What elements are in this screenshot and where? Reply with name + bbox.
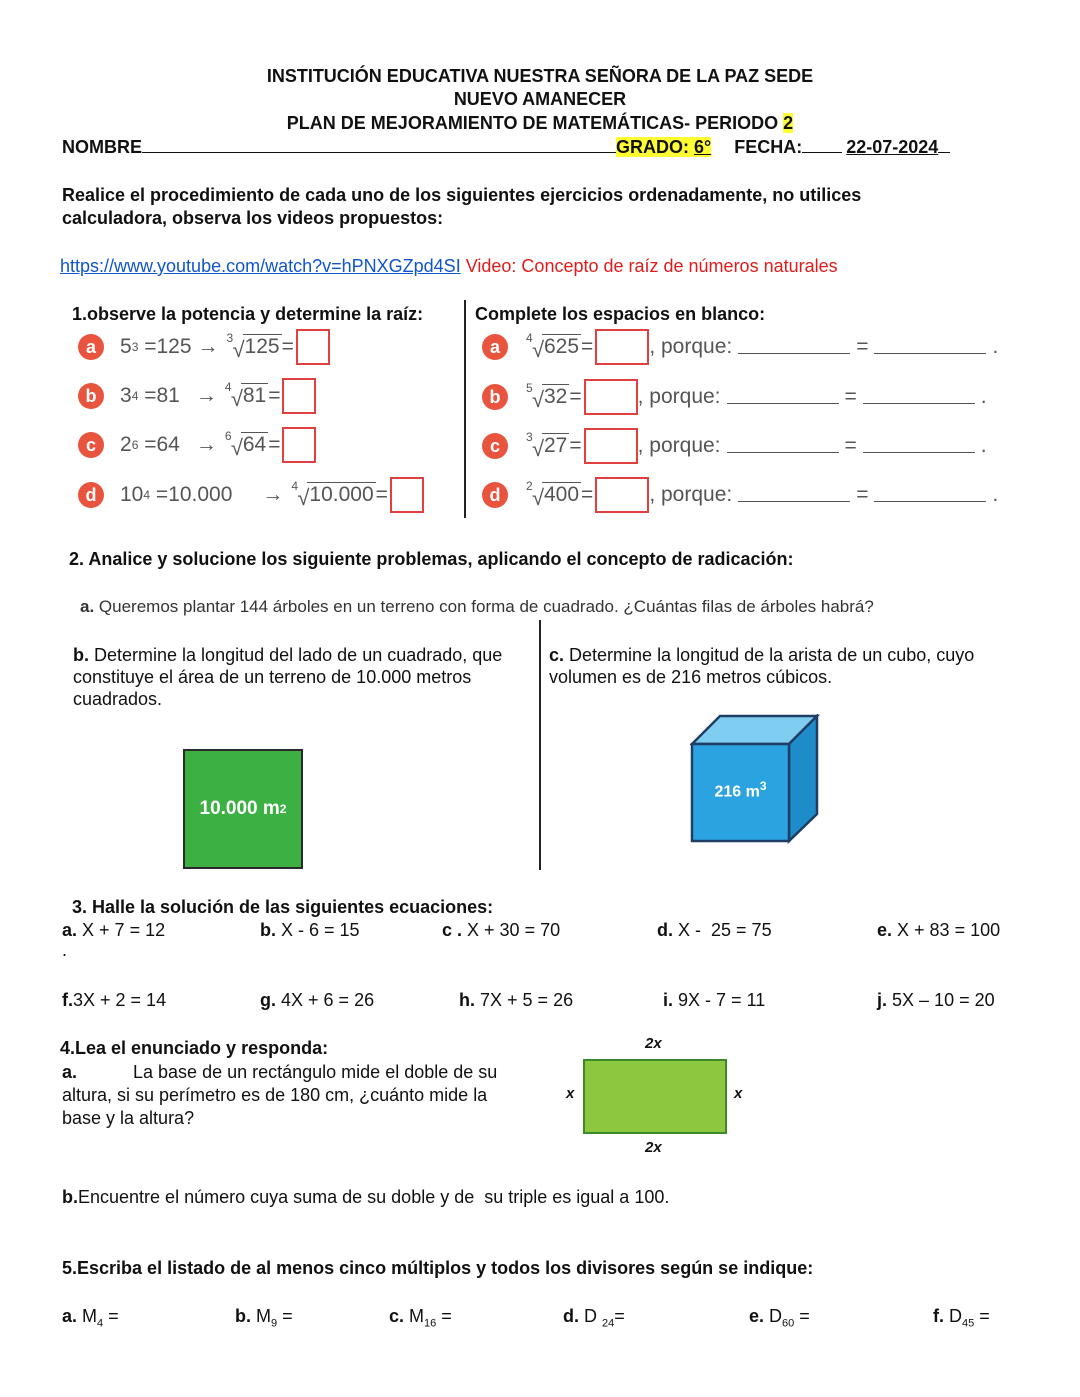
set-symbol: M xyxy=(256,1306,272,1326)
root-index: 3 xyxy=(226,331,234,345)
square-figure xyxy=(183,749,303,869)
set-letter: b. xyxy=(235,1306,251,1326)
root-index: 4 xyxy=(291,479,299,493)
school-name: INSTITUCIÓN EDUCATIVA NUESTRA SEÑORA DE LA PAZ SEDE xyxy=(266,66,814,86)
set-letter: e. xyxy=(749,1306,765,1326)
equation-j xyxy=(877,990,995,1011)
equation-d xyxy=(657,920,772,941)
square-area-exp: 2 xyxy=(279,802,287,816)
set-sub: 60 xyxy=(782,1317,795,1330)
equation-text: X + 83 = 100 xyxy=(897,920,1001,940)
problem-c-letter: c. xyxy=(549,645,565,665)
answer-box[interactable] xyxy=(282,427,316,463)
square-area-label: 10.000 m xyxy=(199,798,280,819)
power-result: 64 xyxy=(156,433,180,456)
equation-f xyxy=(62,990,166,1011)
because-label: , porque: xyxy=(637,434,721,457)
badge-d: d xyxy=(482,482,508,508)
set-eq: = xyxy=(799,1306,810,1326)
answer-box[interactable] xyxy=(595,329,649,365)
answer-box[interactable] xyxy=(584,428,638,464)
section5-title: 5.Escriba el listado de al menos cinco múltiplos y todos los divisores según se indique: xyxy=(62,1258,814,1278)
root-row-a: a 4 √ 625 = , porque: = . xyxy=(482,327,998,367)
root-radicand: 125 xyxy=(244,335,280,358)
set-item-c xyxy=(389,1306,452,1330)
set-item-a xyxy=(62,1306,119,1330)
root-index: 4 xyxy=(526,331,533,345)
power-exp: 4 xyxy=(131,389,139,403)
root-radicand: 625 xyxy=(544,335,580,358)
set-eq: = xyxy=(979,1306,990,1326)
problem-c-text: Determine la longitud de la arista de un cubo, cuyo volumen es de 216 metros cúbicos. xyxy=(549,645,975,687)
problem-4a-text: La base de un rectángulo mide el doble de su altura, si su perímetro es de 180 cm, ¿cuánto mide la base y la altura? xyxy=(62,1062,498,1128)
section3-title: 3. Halle la solución de las siguientes ecuaciones: xyxy=(72,897,494,917)
equals-sign: = xyxy=(844,385,857,408)
set-sub: 24 xyxy=(602,1317,615,1330)
equation-letter: e. xyxy=(877,920,893,940)
root-radicand: 10.000 xyxy=(309,483,374,506)
badge-a: a xyxy=(482,334,508,360)
set-eq: = xyxy=(614,1306,625,1326)
equation-letter: g. xyxy=(260,990,276,1010)
equation-text: X + 7 = 12 xyxy=(82,920,166,940)
problem-4a-letter: a. xyxy=(62,1062,78,1082)
rect-right-label: x xyxy=(734,1085,743,1102)
set-item-d xyxy=(563,1306,625,1330)
instructions: Realice el procedimiento de cada uno de los siguientes ejercicios ordenadamente, no utilices calculadora, observa los videos propuestos: xyxy=(62,185,862,228)
equation-b xyxy=(260,920,360,941)
rectangle-figure xyxy=(583,1059,727,1134)
root-index: 4 xyxy=(224,380,232,394)
cube-volume-exp: 3 xyxy=(759,779,767,793)
set-item-e xyxy=(749,1306,810,1330)
plan-title-text: PLAN DE MEJORAMIENTO DE MATEMÁTICAS- PERIODO xyxy=(286,113,779,133)
set-sub: 9 xyxy=(271,1317,278,1330)
set-sub: 45 xyxy=(962,1317,975,1330)
root-index: 6 xyxy=(224,429,232,443)
student-info-row xyxy=(62,137,992,158)
set-eq: = xyxy=(441,1306,452,1326)
set-eq: = xyxy=(282,1306,293,1326)
power-base: 10 xyxy=(120,483,144,506)
date-label: FECHA: xyxy=(734,137,803,157)
set-item-f xyxy=(933,1306,990,1330)
set-symbol: M xyxy=(409,1306,425,1326)
set-symbol: D xyxy=(584,1306,598,1326)
power-exp: 6 xyxy=(131,438,139,452)
equation-letter: b. xyxy=(260,920,276,940)
power-exp: 3 xyxy=(131,340,139,354)
equation-c xyxy=(442,920,560,941)
equation-letter: c . xyxy=(442,920,463,940)
problem-c xyxy=(549,644,979,688)
root-index: 2 xyxy=(526,479,533,493)
stray-dot: . xyxy=(62,940,68,960)
answer-box[interactable] xyxy=(282,378,316,414)
arrow-icon: → xyxy=(197,335,219,358)
because-label: , porque: xyxy=(649,335,733,358)
plan-title xyxy=(0,113,1080,134)
problem-4b-letter: b. xyxy=(62,1187,78,1207)
set-letter: a. xyxy=(62,1306,78,1326)
set-eq: = xyxy=(108,1306,119,1326)
root-radicand: 81 xyxy=(242,384,267,407)
answer-box[interactable] xyxy=(296,329,330,365)
arrow-icon: → xyxy=(195,433,217,456)
cube-volume-text: 216 m xyxy=(714,783,760,801)
set-symbol: D xyxy=(769,1306,783,1326)
badge-b: b xyxy=(78,383,104,409)
because-label: , porque: xyxy=(649,483,733,506)
set-sub: 4 xyxy=(97,1317,104,1330)
power-result: 10.000 xyxy=(168,483,233,506)
section2-divider xyxy=(539,620,541,870)
equation-g xyxy=(260,990,374,1011)
problem-a-letter: a. xyxy=(80,597,95,616)
equation-letter: a. xyxy=(62,920,78,940)
root-expr: 4 √ 625 xyxy=(526,331,580,362)
problem-b xyxy=(73,644,513,710)
equation-text: X + 30 = 70 xyxy=(467,920,561,940)
set-letter: c. xyxy=(389,1306,405,1326)
equation-text: 7X + 5 = 26 xyxy=(480,990,574,1010)
section1-title: 1.observe la potencia y determine la raíz: xyxy=(72,304,424,324)
equation-letter: h. xyxy=(459,990,475,1010)
power-base: 2 xyxy=(120,433,132,456)
power-base: 5 xyxy=(120,335,132,358)
equals-sign: = xyxy=(856,335,869,358)
root-index: 5 xyxy=(526,381,533,395)
root-expr: 3 √ 125 xyxy=(226,331,280,362)
problem-a-text: Queremos plantar 144 árboles en un terreno con forma de cuadrado. ¿Cuántas filas de árboles habrá? xyxy=(98,597,874,616)
equation-text: 4X + 6 = 26 xyxy=(281,990,375,1010)
problem-b-text: Determine la longitud del lado de un cuadrado, que constituye el área de un terreno de 10.000 metros cuadrados. xyxy=(73,645,503,709)
badge-d: d xyxy=(78,482,104,508)
power-row-c: c 2 6 = 64 → 6 √ 64 = xyxy=(78,425,316,465)
equation-text: 3X + 2 = 14 xyxy=(73,990,167,1010)
badge-c: c xyxy=(78,432,104,458)
equation-text: 9X - 7 = 11 xyxy=(678,990,766,1010)
section1-right-title: Complete los espacios en blanco: xyxy=(475,304,766,324)
equals-sign: = xyxy=(844,434,857,457)
root-radicand: 400 xyxy=(544,483,580,506)
rect-bottom-label: 2x xyxy=(645,1139,662,1156)
equation-letter: i. xyxy=(663,990,674,1010)
power-row-b: b 3 4 = 81 → 4 √ 81 = xyxy=(78,376,316,416)
power-exp: 4 xyxy=(143,488,151,502)
badge-a: a xyxy=(78,334,104,360)
root-expr: 4 √ 10.000 xyxy=(291,479,374,510)
root-radicand: 27 xyxy=(544,434,568,457)
root-row-d: d 2 √ 400 = , porque: = . xyxy=(482,475,998,515)
power-row-a: a 5 3 = 125 → 3 √ 125 = xyxy=(78,327,330,367)
set-letter: d. xyxy=(563,1306,579,1326)
root-radicand: 64 xyxy=(242,433,267,456)
equation-a xyxy=(62,920,165,941)
power-base: 3 xyxy=(120,384,132,407)
equation-letter: j. xyxy=(877,990,888,1010)
section2-title: 2. Analice y solucione los siguiente problemas, aplicando el concepto de radicación: xyxy=(69,549,794,569)
school-branch: NUEVO AMANECER xyxy=(453,89,627,109)
name-label: NOMBRE xyxy=(62,137,142,157)
power-row-d: d 10 4 = 10.000 → 4 √ 10.000 = xyxy=(78,475,424,515)
arrow-icon: → xyxy=(262,483,284,506)
root-row-b: b 5 √ 32 = , porque: = . xyxy=(482,377,987,417)
equation-letter: f. xyxy=(62,990,73,1010)
equation-letter: d. xyxy=(657,920,673,940)
equation-text: X - 25 = 75 xyxy=(678,920,772,940)
section1-divider xyxy=(464,300,466,518)
video-line xyxy=(60,256,838,277)
root-index: 3 xyxy=(526,430,533,444)
equals-sign: = xyxy=(856,483,869,506)
blank-line[interactable] xyxy=(727,451,839,453)
video-label: Video: Concepto de raíz de números naturales xyxy=(465,256,838,276)
arrow-icon: → xyxy=(195,384,217,407)
video-link[interactable]: https://www.youtube.com/watch?v=hPNXGZpd4SI xyxy=(60,256,461,276)
badge-b: b xyxy=(482,384,508,410)
problem-4b xyxy=(62,1187,669,1208)
problem-b-letter: b. xyxy=(73,645,89,665)
set-item-b xyxy=(235,1306,293,1330)
root-expr: 2 √ 400 xyxy=(526,479,580,510)
power-result: 81 xyxy=(156,384,180,407)
power-result: 125 xyxy=(156,335,192,358)
equation-text: 5X – 10 = 20 xyxy=(892,990,995,1010)
blank-line[interactable] xyxy=(863,451,975,453)
root-expr: 3 √ 27 xyxy=(526,430,568,461)
section4-title: 4.Lea el enunciado y responda: xyxy=(60,1038,329,1058)
blank-line[interactable] xyxy=(863,402,975,404)
badge-c: c xyxy=(482,433,508,459)
blank-line[interactable] xyxy=(874,500,986,502)
date-value: 22-07-2024 xyxy=(846,137,939,157)
equation-e xyxy=(877,920,1000,941)
rect-top-label: 2x xyxy=(645,1035,662,1052)
equation-i xyxy=(663,990,765,1011)
because-label: , porque: xyxy=(637,385,721,408)
name-field[interactable] xyxy=(142,138,616,153)
blank-line[interactable] xyxy=(738,500,850,502)
root-row-c: c 3 √ 27 = , porque: = . xyxy=(482,426,987,466)
set-symbol: D xyxy=(949,1306,963,1326)
root-expr: 4 √ 81 xyxy=(224,380,267,411)
problem-a xyxy=(80,597,874,617)
equation-text: X - 6 = 15 xyxy=(281,920,360,940)
answer-box[interactable] xyxy=(584,379,638,415)
blank-line[interactable] xyxy=(738,352,850,354)
blank-line[interactable] xyxy=(727,402,839,404)
root-expr: 5 √ 32 xyxy=(526,381,568,412)
rect-left-label: x xyxy=(566,1085,575,1102)
blank-line[interactable] xyxy=(874,352,986,354)
answer-box[interactable] xyxy=(595,477,649,513)
grade-label: GRADO: xyxy=(616,137,694,157)
set-symbol: M xyxy=(82,1306,98,1326)
set-sub: 16 xyxy=(424,1317,437,1330)
period-number: 2 xyxy=(783,113,794,133)
problem-4a xyxy=(62,1061,528,1130)
set-letter: f. xyxy=(933,1306,944,1326)
answer-box[interactable] xyxy=(390,477,424,513)
problem-4b-text: Encuentre el número cuya suma de su doble y de su triple es igual a 100. xyxy=(78,1187,670,1207)
equation-h xyxy=(459,990,573,1011)
grade-value: 6° xyxy=(694,137,712,157)
root-radicand: 32 xyxy=(544,385,568,408)
root-expr: 6 √ 64 xyxy=(224,429,267,460)
cube-volume-label xyxy=(692,779,789,801)
